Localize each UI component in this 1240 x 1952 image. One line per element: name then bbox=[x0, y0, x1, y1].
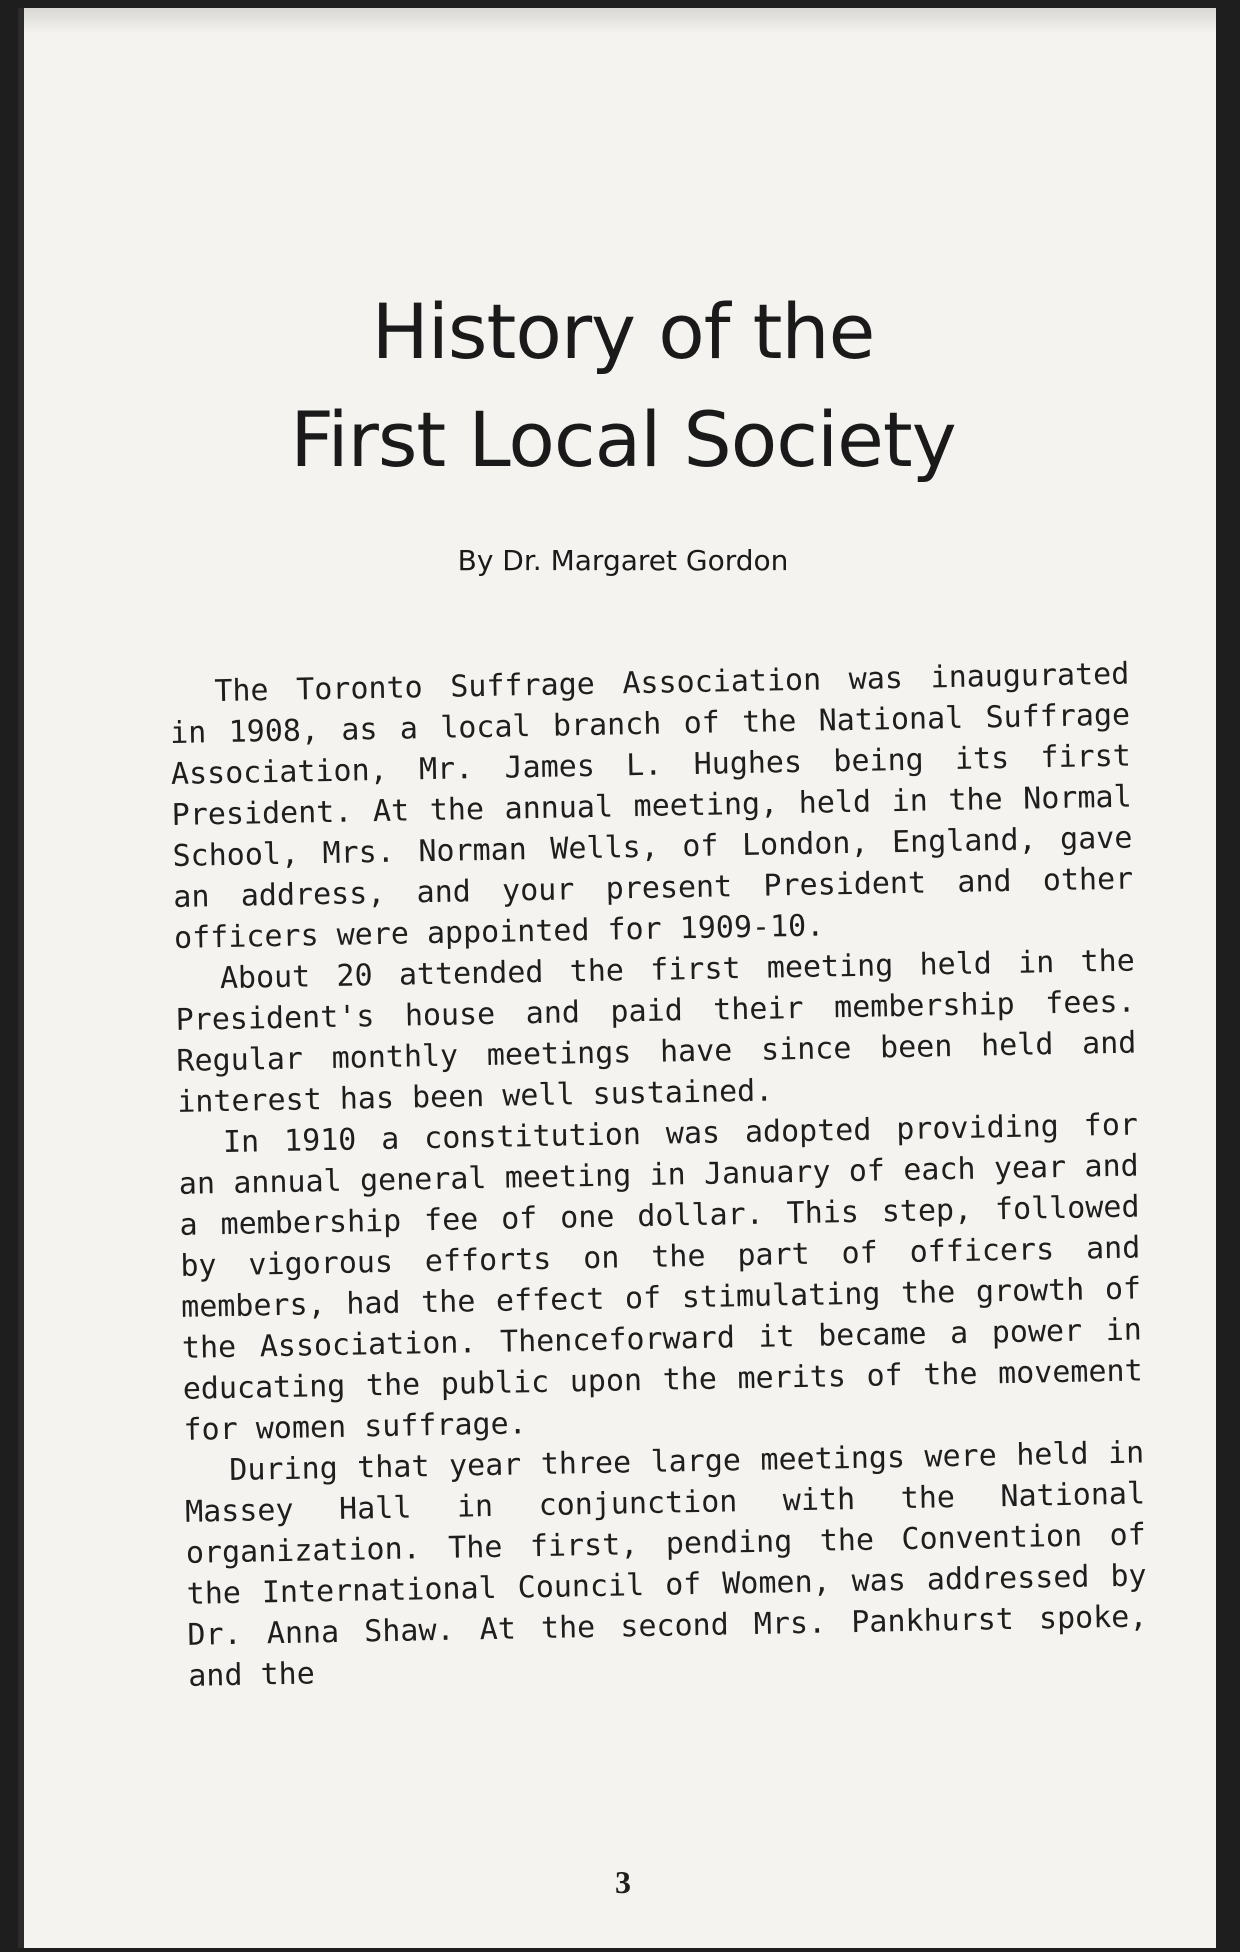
page-number: 3 bbox=[615, 1864, 631, 1900]
title-line-2: First Local Society bbox=[290, 395, 956, 484]
article-body bbox=[169, 654, 1149, 1697]
paragraph-2: About 20 attended the first meeting held in the President's house and paid their membership fees. Regular monthly meetings have since been held and interest has been well sustained. bbox=[175, 943, 1137, 1120]
paragraph-1: The Toronto Suffrage Association was inaugurated in 1908, as a local branch of the National Suffrage Association, Mr. James L. Hughes being its first President. At the annual meeting, held in the Normal School, Mrs. Norman Wells, of London, England, gave an address, and your present President and other officers were appointed for 1909-10. bbox=[169, 656, 1134, 956]
article-title bbox=[24, 278, 1222, 494]
paragraph-4: During that year three large meetings were held in Massey Hall in conjunction with the National organization. The first, pending the Convention of the International Council of Women, was addressed by Dr. Anna Shaw. At the second Mrs. Pankhurst spoke, and the bbox=[184, 1435, 1148, 1694]
paragraph-3: In 1910 a constitution was adopted providing for an annual general meeting in January of each year and a membership fee of one dollar. This step, followed by vigorous efforts on the part of officers and members, had the effect of stimulating the growth of the Association. Thenceforward it became a power in educating the public upon the merits of the movement for women suffrage. bbox=[178, 1107, 1143, 1448]
title-line-1: History of the bbox=[371, 287, 875, 376]
page-shadow bbox=[24, 8, 1216, 34]
author-byline: By Dr. Margaret Gordon bbox=[457, 544, 789, 577]
book-page bbox=[18, 8, 1216, 1948]
